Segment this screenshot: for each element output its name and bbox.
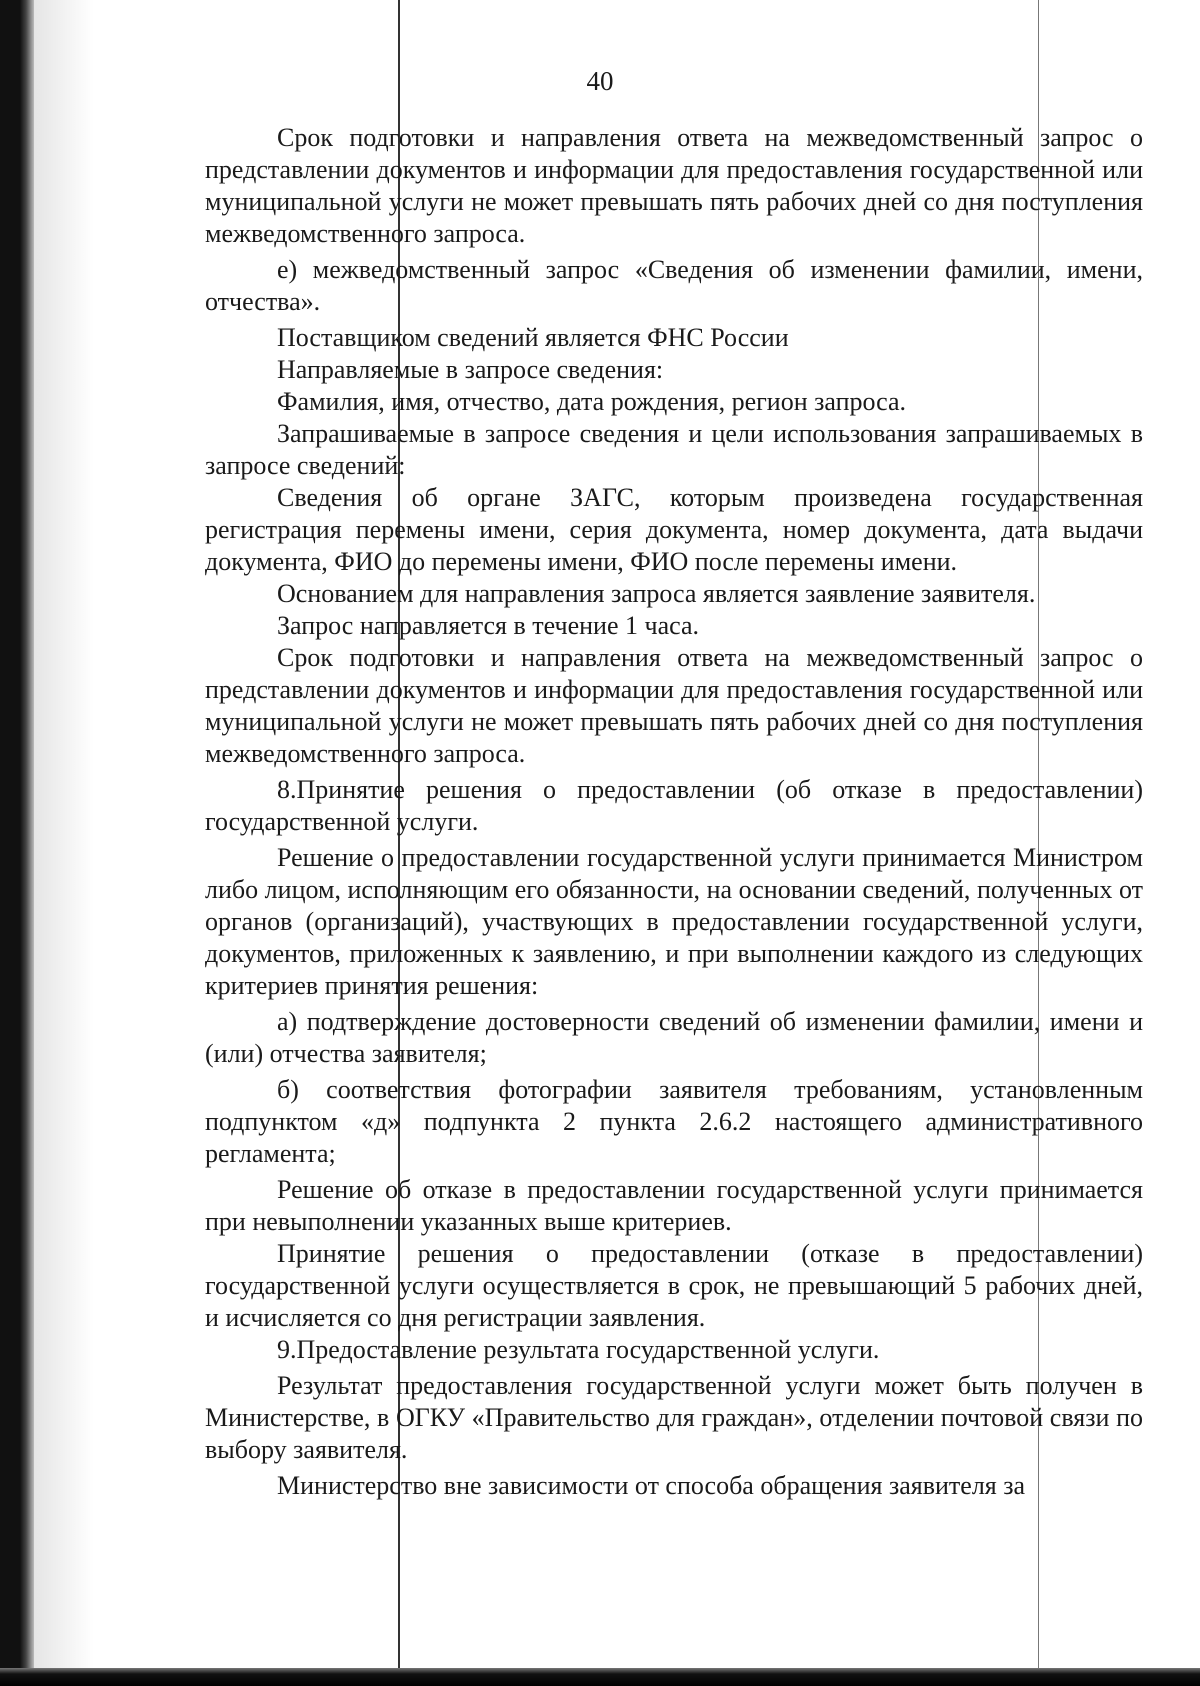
paragraph-requested-data-heading: Запрашиваемые в запросе сведения и цели использования запрашиваемых в запросе сведений: [205,419,1143,480]
paragraph-provider: Поставщиком сведений является ФНС России [277,323,789,352]
paragraph-decision-criteria: Решение о предоставлении государственной услуги принимается Министром либо лицом, исполняющим его обязанности, на основании сведений, полученных от органов (организаций), участвующих в предоставлении государственной услуги, документов, приложенных к заявлению, и при выполнении каждого из следующих критериев принятия решения: [205,843,1143,1000]
paragraph-refusal-decision: Решение об отказе в предоставлении государственной услуги принимается при невыполнении указанных выше критериев. [205,1175,1143,1236]
paragraph-criterion-b: б) соответствия фотографии заявителя требованиям, установленным подпунктом «д» подпункта 2 пункта 2.6.2 настоящего административного регламента; [205,1075,1143,1168]
paragraph-response-deadline-2: Срок подготовки и направления ответа на межведомственный запрос о представлении документов и информации для предоставления государственной или муниципальной услуги не может превышать пять рабочих дней со дня поступления межведомственного запроса. [205,643,1143,768]
paragraph-criterion-a: а) подтверждение достоверности сведений об изменении фамилии, имени и (или) отчества заявителя; [205,1007,1143,1068]
paragraph-decision-term: Принятие решения о предоставлении (отказе в предоставлении) государственной услуги осуществляется в срок, не превышающий 5 рабочих дней, и исчисляется со дня регистрации заявления. [205,1239,1143,1332]
section-heading-result: 9.Предоставление результата государственной услуги. [277,1335,880,1364]
paragraph-result-delivery: Результат предоставления государственной услуги может быть получен в Министерстве, в ОГКУ «Правительство для граждан», отделении почтовой связи по выбору заявителя. [205,1371,1143,1464]
paragraph-ministry-continued: Министерство вне зависимости от способа обращения заявителя за [277,1471,1026,1500]
paragraph-sent-data-heading: Направляемые в запросе сведения: [277,355,664,384]
paragraph-request-name-change: е) межведомственный запрос «Сведения об изменении фамилии, имени, отчества». [205,255,1143,316]
paragraph-sent-data: Фамилия, имя, отчество, дата рождения, регион запроса. [277,387,907,416]
paragraph-request-basis: Основанием для направления запроса является заявление заявителя. [277,579,1036,608]
paragraph-requested-data: Сведения об органе ЗАГС, которым произведена государственная регистрация перемены имени, серия документа, номер документа, дата выдачи документа, ФИО до перемены имени, ФИО после перемены имени. [205,483,1143,576]
paragraph-response-deadline-1: Срок подготовки и направления ответа на межведомственный запрос о представлении документов и информации для предоставления государственной или муниципальной услуги не может превышать пять рабочих дней со дня поступления межведомственного запроса. [205,123,1143,248]
page-number: 40 [586,66,614,96]
scan-bottom-edge [0,1668,1200,1686]
paragraph-request-timing: Запрос направляется в течение 1 часа. [277,611,700,640]
scan-left-edge [0,0,34,1686]
document-body [205,122,1143,1502]
section-heading-decision: 8.Принятие решения о предоставлении (об отказе в предоставлении) государственной услуги. [205,775,1143,836]
scan-left-shadow [34,0,94,1686]
